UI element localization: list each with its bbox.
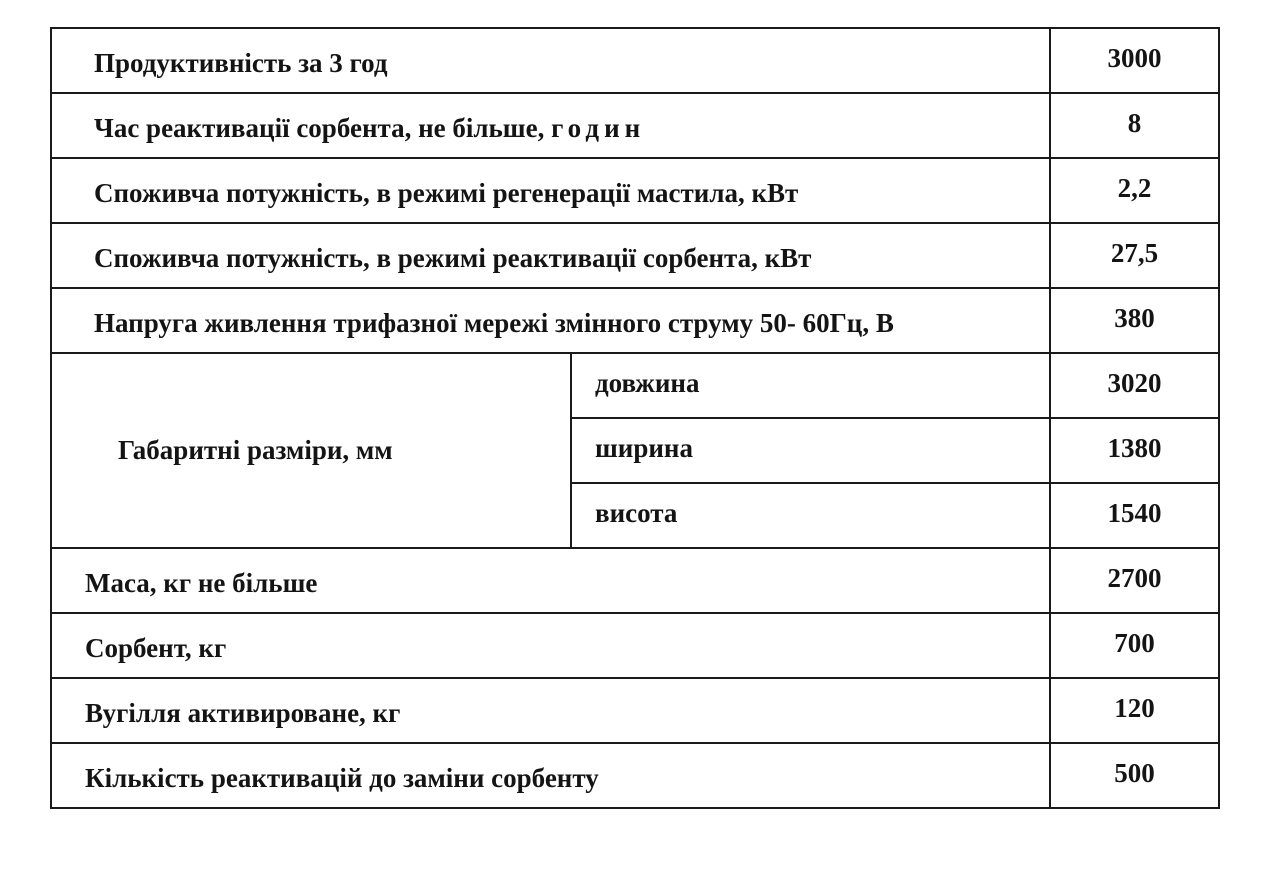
spec-value-reactivation-time: 8: [1050, 93, 1219, 158]
spec-label-mass: Маса, кг не більше: [51, 548, 1050, 613]
table-row: [51, 678, 1219, 743]
spec-value-reactivations-count: 500: [1050, 743, 1219, 808]
table-row: [51, 613, 1219, 678]
spec-value-productivity: 3000: [1050, 28, 1219, 93]
spec-value-mass: 2700: [1050, 548, 1219, 613]
table-row: [51, 743, 1219, 808]
specifications-table: [50, 27, 1220, 809]
spec-label-power-regeneration: Споживча потужність, в режимі регенерації мастила, кВт: [51, 158, 1050, 223]
table-row: [51, 548, 1219, 613]
spec-label-height: висота: [571, 483, 1050, 548]
spec-label-voltage: Напруга живлення трифазної мережі змінного струму 50- 60Гц, В: [51, 288, 1050, 353]
table-row: [51, 158, 1219, 223]
spec-value-length: 3020: [1050, 353, 1219, 418]
spec-value-power-regeneration: 2,2: [1050, 158, 1219, 223]
spec-label-width: ширина: [571, 418, 1050, 483]
spec-label-activated-carbon: Вугілля активироване, кг: [51, 678, 1050, 743]
table-row: [51, 223, 1219, 288]
table-row: [51, 353, 1219, 418]
spec-label-reactivation-time: [51, 93, 1050, 158]
spec-label-sorbent: Сорбент, кг: [51, 613, 1050, 678]
spec-value-voltage: 380: [1050, 288, 1219, 353]
spec-value-power-reactivation: 27,5: [1050, 223, 1219, 288]
spec-value-height: 1540: [1050, 483, 1219, 548]
spec-label-dimensions: Габаритні разміри, мм: [51, 353, 571, 548]
table-row: [51, 28, 1219, 93]
spec-value-width: 1380: [1050, 418, 1219, 483]
spec-label-power-reactivation: Споживча потужність, в режимі реактивації сорбента, кВт: [51, 223, 1050, 288]
spec-label-reactivations-count: Кількість реактивацій до заміни сорбенту: [51, 743, 1050, 808]
table-row: [51, 288, 1219, 353]
reactivation-time-unit: годин: [551, 113, 646, 143]
spec-label-length: довжина: [571, 353, 1050, 418]
reactivation-time-text: Час реактивації сорбента, не більше,: [94, 113, 552, 143]
spec-value-sorbent: 700: [1050, 613, 1219, 678]
table-row: [51, 93, 1219, 158]
spec-label-productivity: Продуктивність за 3 год: [51, 28, 1050, 93]
spec-value-activated-carbon: 120: [1050, 678, 1219, 743]
